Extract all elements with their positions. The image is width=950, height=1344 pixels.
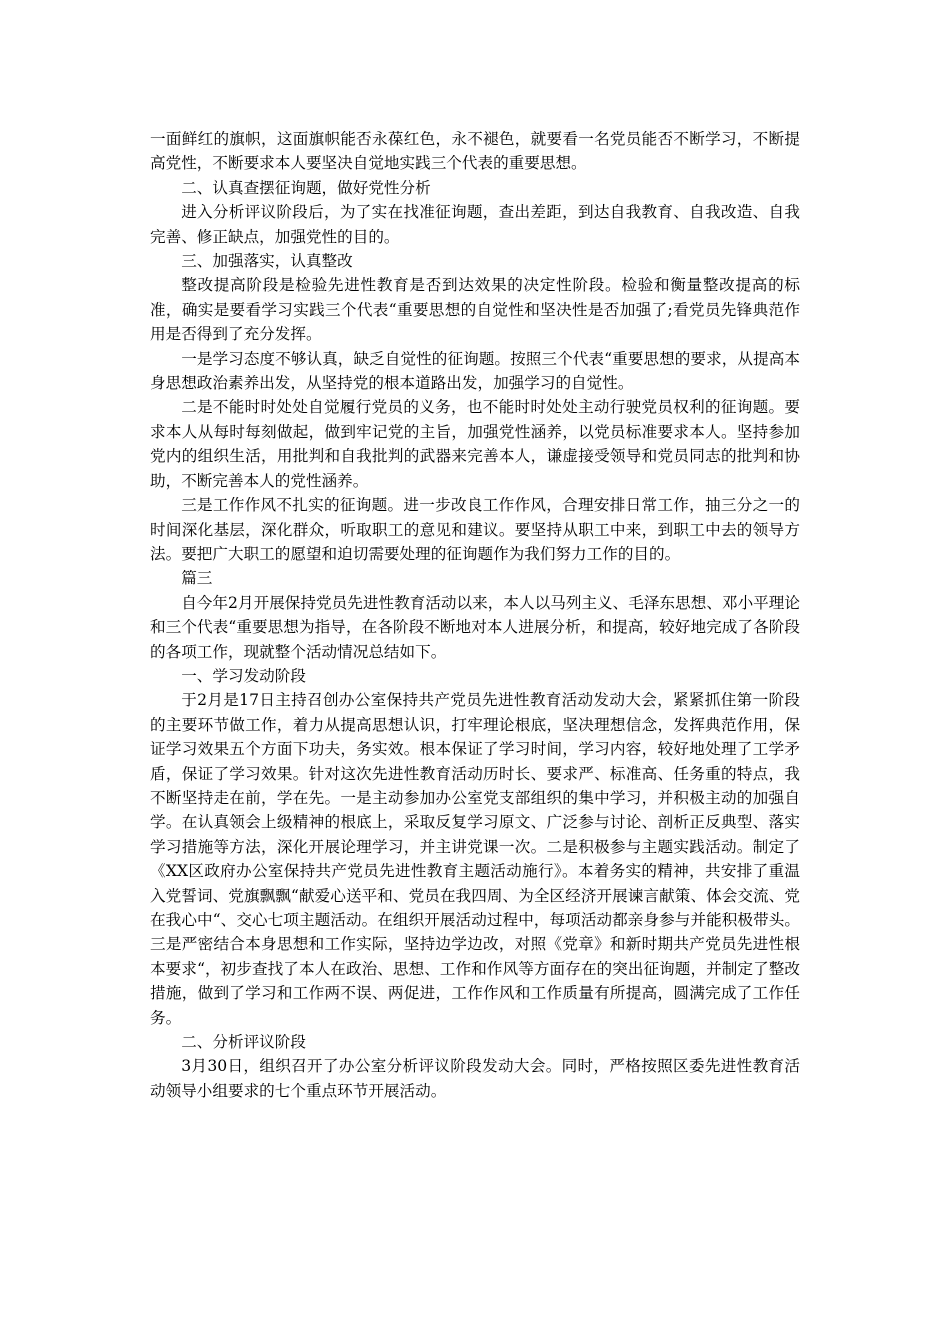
paragraph: 整改提高阶段是检验先进性教育是否到达效果的决定性阶段。检验和衡量整改提高的标准，确实是要看学习实践三个代表“重要思想的自觉性和坚决性是否加强了;看党员先锋典范作用是否得到了充分发挥。 bbox=[150, 276, 800, 344]
paragraph: 二是不能时时处处自觉履行党员的义务，也不能时时处处主动行驶党员权利的征询题。要求本人从每时每刻做起，做到牢记党的主旨，加强党性涵养，以党员标准要求本人。坚持参加党内的组织生活，用批判和自我批判的武器来完善本人，谦虚接受领导和党员同志的批判和协助，不断完善本人的党性涵养。 bbox=[150, 398, 800, 490]
section-heading-3: 三、加强落实，认真整改 bbox=[181, 252, 353, 271]
section-heading-2: 二、认真查摆征询题，做好党性分析 bbox=[181, 178, 431, 197]
document-page bbox=[150, 127, 800, 1103]
paragraph: 自今年2月开展保持党员先进性教育活动以来，本人以马列主义、毛泽东思想、邓小平理论和三个代表“重要思想为指导，在各阶段不断地对本人进展分析，和提高，较好地完成了各阶段的各项工作，现就整个活动情况总结如下。 bbox=[150, 593, 800, 661]
section-heading-2: 二、分析评议阶段 bbox=[181, 1033, 306, 1052]
article-heading: 篇三 bbox=[181, 569, 213, 588]
paragraph: 3月30日，组织召开了办公室分析评议阶段发动大会。同时，严格按照区委先进性教育活动领导小组要求的七个重点环节开展活动。 bbox=[150, 1057, 800, 1100]
section-heading-1: 一、学习发动阶段 bbox=[181, 666, 306, 685]
paragraph: 一是学习态度不够认真，缺乏自觉性的征询题。按照三个代表“重要思想的要求，从提高本身思想政治素养出发，从坚持党的根本道路出发，加强学习的自觉性。 bbox=[150, 349, 800, 393]
paragraph: 进入分析评议阶段后，为了实在找准征询题，查出差距，到达自我教育、自我改造、自我完善、修正缺点，加强党性的目的。 bbox=[150, 203, 800, 246]
paragraph-continuation: 一面鲜红的旗帜，这面旗帜能否永葆红色，永不褪色，就要看一名党员能否不断学习，不断提高党性，不断要求本人要坚决自觉地实践三个代表的重要思想。 bbox=[150, 130, 800, 173]
paragraph: 三是工作作风不扎实的征询题。进一步改良工作作风，合理安排日常工作，抽三分之一的时间深化基层，深化群众，听取职工的意见和建议。要坚持从职工中来，到职工中去的领导方法。要把广大职工的愿望和迫切需要处理的征询题作为我们努力工作的目的。 bbox=[150, 496, 800, 563]
paragraph: 于2月是17日主持召创办公室保持共产党员先进性教育活动发动大会，紧紧抓住第一阶段的主要环节做工作，着力从提高思想认识，打牢理论根底，坚决理想信念，发挥典范作用，保证学习效果五个方面下功夫，务实效。根本保证了学习时间，学习内容，较好地处理了工学矛盾，保证了学习效果。针对这次先进性教育活动历时长、要求严、标准高、任务重的特点，我不断坚持走在前，学在先。一是主动参加办公室党支部组织的集中学习，并积极主动的加强自学。在认真领会上级精神的根底上，采取反复学习原文、广泛参与讨论、剖析正反典型、落实学习措施等方法，深化开展论理学习，并主讲党课一次。二是积极参与主题实践活动。制定了《XX区政府办公室保持共产党员先进性教育主题活动施行》。本着务实的精神，共安排了重温入党誓词、党旗飘飘“献爱心送平和、党员在我四周、为全区经济开展谏言献策、体会交流、党在我心中“、交心七项主题活动。在组织开展活动过程中，每项活动都亲身参与并能积极带头。三是严密结合本身思想和工作实际，坚持边学边改，对照《党章》和新时期共产党员先进性根本要求“，初步查找了本人在政治、思想、工作和作风等方面存在的突出征询题，并制定了整改措施，做到了学习和工作两不误、两促进，工作作风和工作质量有所提高，圆满完成了工作任务。 bbox=[150, 691, 800, 1027]
